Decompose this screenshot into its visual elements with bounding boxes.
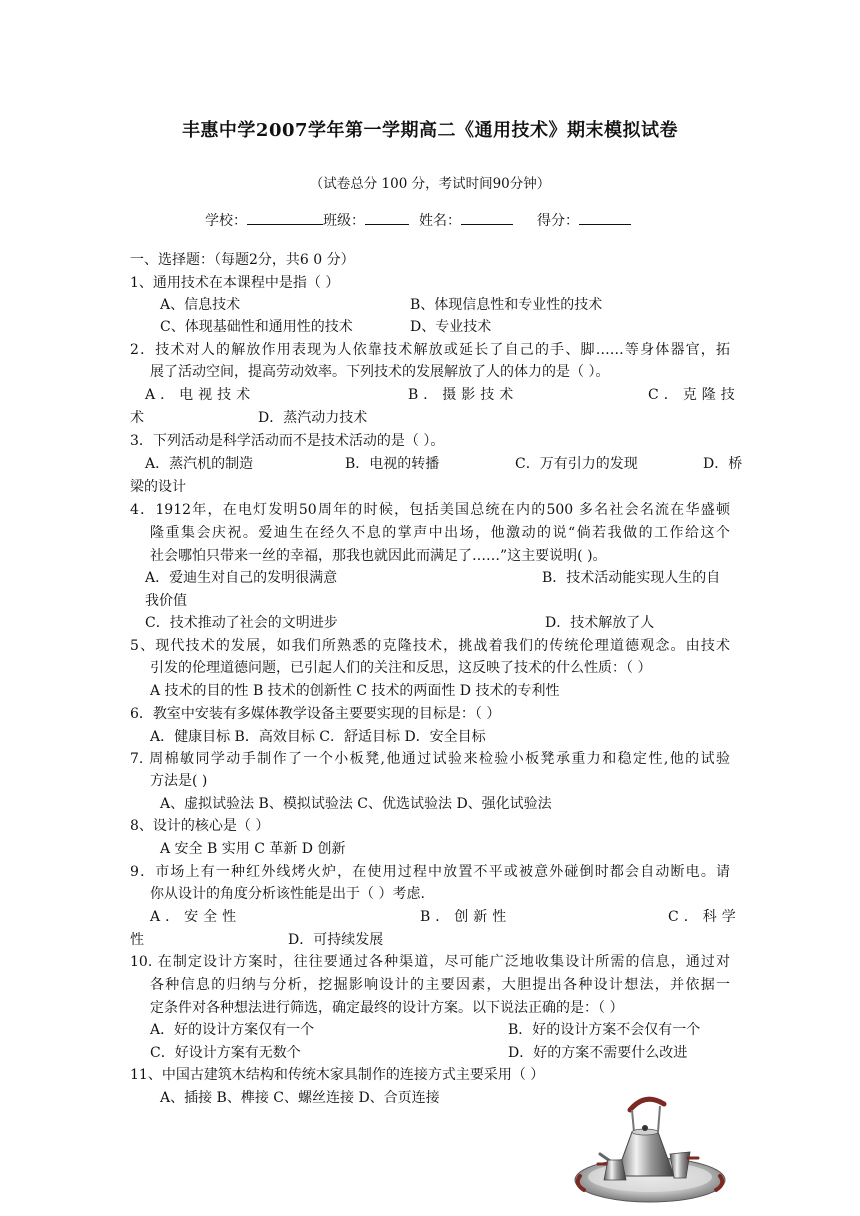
question-5-line-1: 5、现代技术的发展，如我们所熟悉的克隆技术，挑战着我们的传统伦理道德观念。由技术 (130, 638, 730, 654)
exam-title: 丰惠中学2007学年第一学期高二《通用技术》期末模拟试卷 (181, 120, 679, 141)
q6-options: A．健康目标 B．高效目标 C．舒适目标 D．安全目标 (150, 729, 486, 745)
question-1: 1、通用技术在本课程中是指（ ） (130, 275, 340, 291)
class-blank[interactable] (365, 210, 409, 225)
q9-option-b: B．创新性 (420, 909, 512, 925)
q3-option-a: A．蒸汽机的制造 (145, 456, 254, 472)
question-2-line-1: 2．技术对人的解放作用表现为人依靠技术解放或延长了自己的手、脚……等身体器官，拓 (130, 342, 730, 358)
q4-option-a: A．爱迪生对自己的发明很满意 (145, 570, 338, 586)
school-label: 学校： (205, 213, 247, 229)
kettle-illustration-icon (570, 1088, 730, 1206)
question-7-line-2: 方法是( ) (150, 773, 208, 789)
q10-option-c: C．好设计方案有无数个 (150, 1045, 301, 1061)
q3-option-b: B．电视的转播 (345, 456, 440, 472)
question-10-line-1: 10. 在制定设计方案时，往往要通过各种渠道，尽可能广泛地收集设计所需的信息，通过对 (130, 954, 730, 970)
question-11: 11、中国古建筑木结构和传统木家具制作的连接方式主要采用（ ） (130, 1067, 545, 1083)
question-7-line-1: 7. 周棉敏同学动手制作了一个小板凳,他通过试验来检验小板凳承重力和稳定性,他的试验 (130, 751, 730, 767)
q4-option-d: D．技术解放了人 (545, 615, 655, 631)
question-8: 8、设计的核心是（ ） (130, 818, 270, 834)
question-10-line-2: 各种信息的归纳与分析，挖掘影响设计的主要因素，大胆提出各种设计想法，并依据一 (150, 977, 730, 993)
exam-subtitle: （试卷总分 100 分，考试时间90分钟） (309, 176, 551, 192)
q2-option-c: C．克隆技 (648, 387, 740, 403)
name-label: 姓名： (419, 213, 461, 229)
q4-option-c: C．技术推动了社会的文明进步 (145, 615, 338, 631)
section-heading: 一、选择题：（每题2分，共6 0 分） (130, 252, 355, 268)
q10-option-d: D．好的方案不需要什么改进 (508, 1045, 688, 1061)
q4-option-b-wrap: 我价值 (145, 593, 187, 609)
q4-option-b: B．技术活动能实现人生的自 (542, 570, 721, 586)
question-4-line-1: 4．1912年，在电灯发明50周年的时候，包括美国总统在内的500 多名社会名流在华盛顿 (130, 502, 730, 518)
q2-option-d: D．蒸汽动力技术 (258, 410, 368, 426)
question-9-line-2: 你从设计的角度分析该性能是出于（ ）考虑. (150, 886, 425, 902)
score-blank[interactable] (579, 210, 631, 225)
q2-option-c-wrap: 术 (130, 410, 144, 426)
q1-option-b: B、体现信息性和专业性的技术 (410, 297, 603, 313)
q9-option-d: D．可持续发展 (288, 932, 384, 948)
question-10-line-3: 定条件对各种想法进行筛选，确定最终的设计方案。以下说法正确的是：（ ） (150, 1000, 624, 1016)
q1-option-a: A、信息技术 (160, 297, 241, 313)
q5-options: A 技术的目的性 B 技术的创新性 C 技术的两面性 D 技术的专利性 (150, 683, 560, 699)
q10-option-b: B．好的设计方案不会仅有一个 (508, 1022, 701, 1038)
question-4-line-2: 隆重集会庆祝。爱迪生在经久不息的掌声中出场，他激动的说“倘若我做的工作给这个 (150, 525, 730, 541)
q2-option-b: B．摄影技术 (408, 387, 519, 403)
q9-option-c: C．科学 (668, 909, 741, 925)
student-info-row (205, 210, 631, 230)
question-4-line-3: 社会哪怕只带来一丝的幸福，那我也就因此而满足了……”这主要说明( )。 (150, 548, 607, 564)
question-5-line-2: 引发的伦理道德问题，已引起人们的关注和反思，这反映了技术的什么性质：（ ） (150, 660, 652, 676)
name-blank[interactable] (461, 210, 513, 225)
question-2-line-2: 展了活动空间，提高劳动效率。下列技术的发展解放了人的体力的是（ ）。 (150, 364, 610, 380)
q8-options: A 安全 B 实用 C 革新 D 创新 (160, 841, 346, 857)
q3-option-d-wrap: 梁的设计 (130, 479, 186, 495)
q1-option-c: C、体现基础性和通用性的技术 (160, 319, 353, 335)
q3-option-c: C．万有引力的发现 (515, 456, 638, 472)
q9-option-a: A．安全性 (150, 909, 242, 925)
score-label: 得分： (537, 213, 579, 229)
q2-option-a: A．电视技术 (145, 387, 256, 403)
q7-options: A、虚拟试验法 B、模拟试验法 C、优选试验法 D、强化试验法 (160, 796, 552, 812)
q9-option-c-wrap: 性 (130, 932, 144, 948)
q10-option-a: A．好的设计方案仅有一个 (150, 1022, 315, 1038)
question-6: 6．教室中安装有多媒体教学设备主要要实现的目标是：（ ） (130, 706, 501, 722)
class-label: 班级： (323, 213, 365, 229)
q11-options: A、插接 B、榫接 C、螺丝连接 D、合页连接 (160, 1090, 440, 1106)
school-blank[interactable] (247, 210, 323, 225)
question-9-line-1: 9．市场上有一种红外线烤火炉，在使用过程中放置不平或被意外碰倒时都会自动断电。请 (130, 864, 730, 880)
q1-option-d: D、专业技术 (410, 319, 492, 335)
question-3: 3．下列活动是科学活动而不是技术活动的是（ ）。 (130, 433, 445, 449)
q3-option-d: D．桥 (703, 456, 743, 472)
